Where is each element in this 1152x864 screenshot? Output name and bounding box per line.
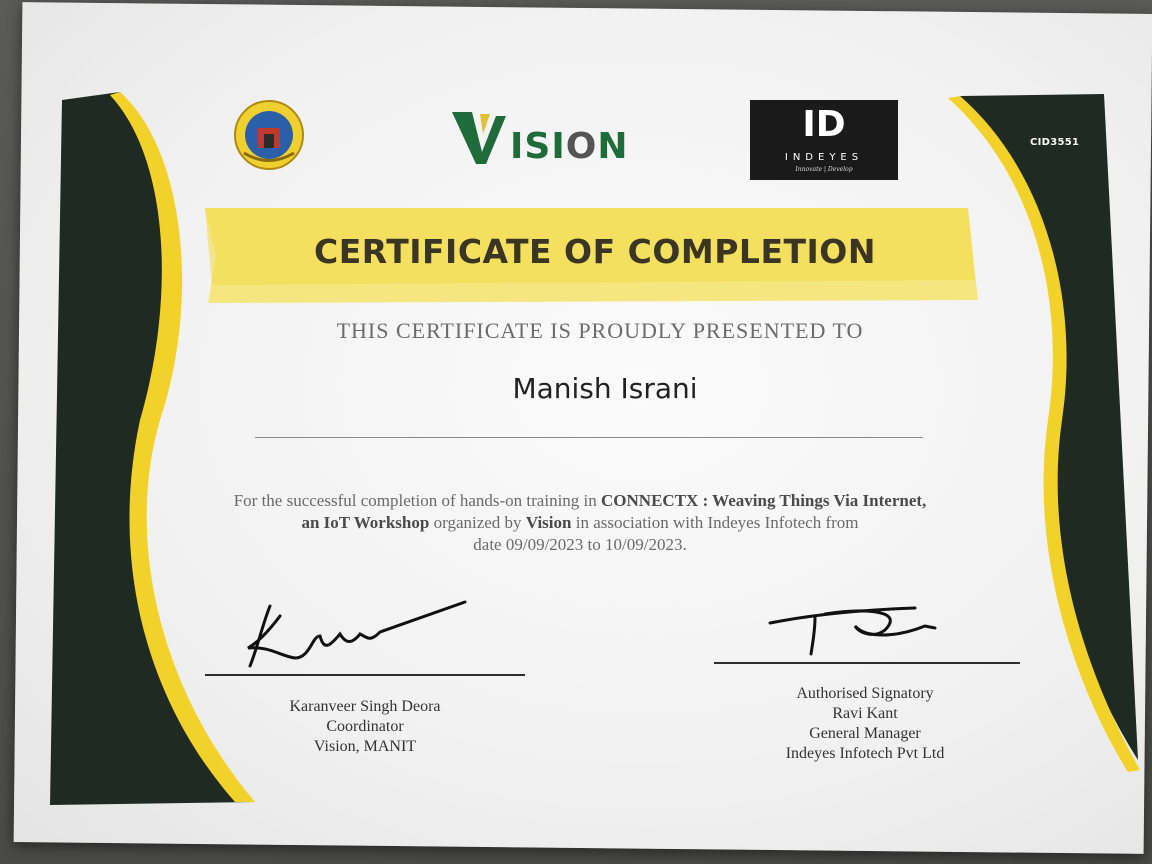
vision-logo-text-1: ISI [510, 126, 566, 167]
body-line2-post: in association with Indeyes Infotech from [571, 513, 859, 532]
left-signatory-org: Vision, MANIT [313, 738, 417, 755]
right-signatory-name: Ravi Kant [832, 705, 898, 722]
vision-v-icon [450, 108, 510, 168]
vision-logo-text-2: N [597, 126, 629, 167]
body-event-name: CONNECTX : Weaving Things Via Internet, [601, 491, 927, 510]
left-signatory [225, 697, 505, 757]
right-signatory-org: Indeyes Infotech Pvt Ltd [785, 745, 945, 762]
vision-logo [450, 108, 660, 170]
certificate-subtitle: THIS CERTIFICATE IS PROUDLY PRESENTED TO [336, 318, 864, 343]
indeyes-name: INDEYES [784, 152, 864, 163]
right-signatory [730, 684, 1000, 764]
indeyes-monogram: ID [802, 104, 846, 145]
left-signature-line [205, 674, 525, 676]
right-signature [765, 598, 955, 658]
indeyes-tagline: Innovate | Develop [795, 166, 853, 173]
vision-gear-letter: O [565, 126, 598, 167]
body-org: Vision [525, 513, 572, 532]
certificate-id: CID3551 [1030, 137, 1080, 148]
left-signatory-role: Coordinator [326, 718, 404, 735]
manit-emblem-icon [232, 98, 312, 178]
body-event-type: an IoT Workshop [301, 513, 430, 532]
indeyes-logo [750, 100, 898, 180]
right-signatory-title: Authorised Signatory [796, 685, 934, 702]
right-signature-line [714, 662, 1020, 664]
body-dates: date 09/09/2023 to 10/09/2023. [473, 535, 687, 554]
right-signatory-role: General Manager [809, 725, 921, 742]
recipient-name: Manish Israni [512, 372, 698, 405]
certificate-body [150, 490, 1010, 556]
left-signature [240, 596, 470, 676]
left-signatory-name: Karanveer Singh Deora [289, 698, 441, 715]
body-line1-pre: For the successful completion of hands-on training in [233, 491, 602, 510]
recipient-underline [255, 437, 923, 438]
certificate-title: CERTIFICATE OF COMPLETION [314, 232, 876, 271]
body-line2-mid: organized by [429, 513, 526, 532]
